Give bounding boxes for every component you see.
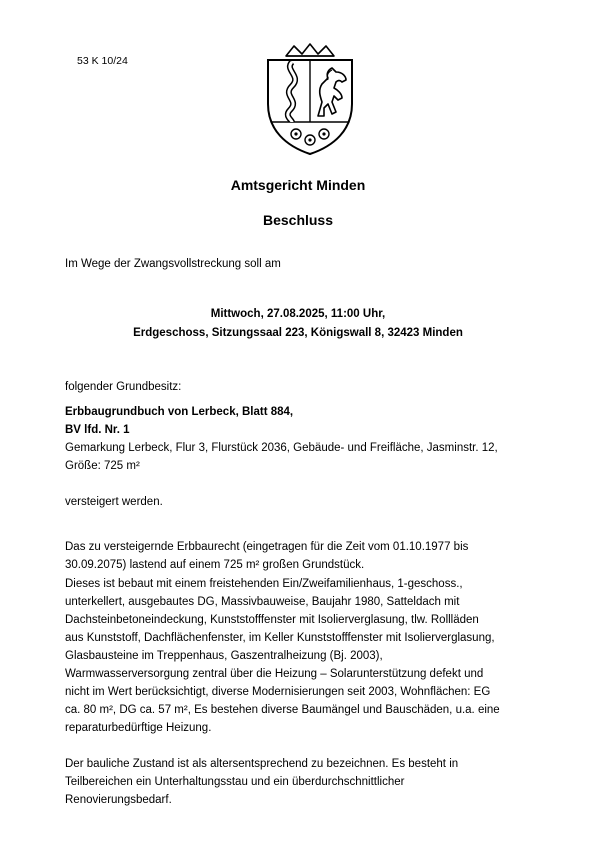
coat-of-arms-icon [262,42,358,158]
paragraph-line: Der bauliche Zustand ist als altersentsprechend zu bezeichnen. Es besteht in [65,758,459,770]
auction-location: Erdgeschoss, Sitzungssaal 223, Königswall 8, 32423 Minden [133,327,463,339]
register-title: Erbbaugrundbuch von Lerbeck, Blatt 884, [65,406,294,418]
paragraph-line: nicht im Wert berücksichtigt, diverse Modernisierungen seit 2003, Wohnflächen: EG [65,686,491,698]
paragraph-line: unterkellert, ausgebautes DG, Massivbauweise, Baujahr 1980, Satteldach mit [65,596,460,608]
auction-verb: versteigert werden. [65,496,163,508]
paragraph-line: Teilbereichen ein Unterhaltungsstau und ein überdurchschnittlicher [65,776,405,788]
intro-text: Im Wege der Zwangsvollstreckung soll am [65,258,281,270]
document-type: Beschluss [262,212,334,228]
auction-date: Mittwoch, 27.08.2025, 11:00 Uhr, [210,308,386,320]
paragraph-line: 30.09.2075) lastend auf einem 725 m² großen Grundstück. [65,559,365,571]
paragraph-building [65,575,500,737]
property-intro: folgender Grundbesitz: [65,381,182,393]
paragraph-line: Warmwasserversorgung zentral über die Heizung – Solarunterstützung defekt und [65,668,484,680]
paragraph-line: Dieses ist bebaut mit einem freistehenden Ein/Zweifamilienhaus, 1-geschoss., [65,578,463,590]
register-details-line: Gemarkung Lerbeck, Flur 3, Flurstück 2036, Gebäude- und Freifläche, Jasminstr. 12, [65,442,498,454]
paragraph-erbbaurecht [65,538,468,574]
paragraph-line: reparaturbedürftige Heizung. [65,722,212,734]
paragraph-line: Dachsteinbetoneindeckung, Kunststofffenster mit Isolierverglasung, tlw. Rollläden [65,614,479,626]
paragraph-condition [65,755,458,809]
paragraph-line: Das zu versteigernde Erbbaurecht (eingetragen für die Zeit vom 01.10.1977 bis [65,541,469,553]
case-number: 53 K 10/24 [77,55,128,67]
paragraph-line: ca. 80 m², DG ca. 57 m², Es bestehen diverse Baumängel und Bauschäden, u.a. eine [65,704,500,716]
paragraph-line: aus Kunststoff, Dachflächenfenster, im Keller Kunststofffenster mit Isolierverglasung, [65,632,495,644]
paragraph-line: Renovierungsbedarf. [65,794,172,806]
register-entry: BV lfd. Nr. 1 [65,424,130,436]
court-name: Amtsgericht Minden [230,177,366,193]
paragraph-line: Glasbausteine im Treppenhaus, Gaszentralheizung (Bj. 2003), [65,650,383,662]
register-details-line: Größe: 725 m² [65,460,140,472]
